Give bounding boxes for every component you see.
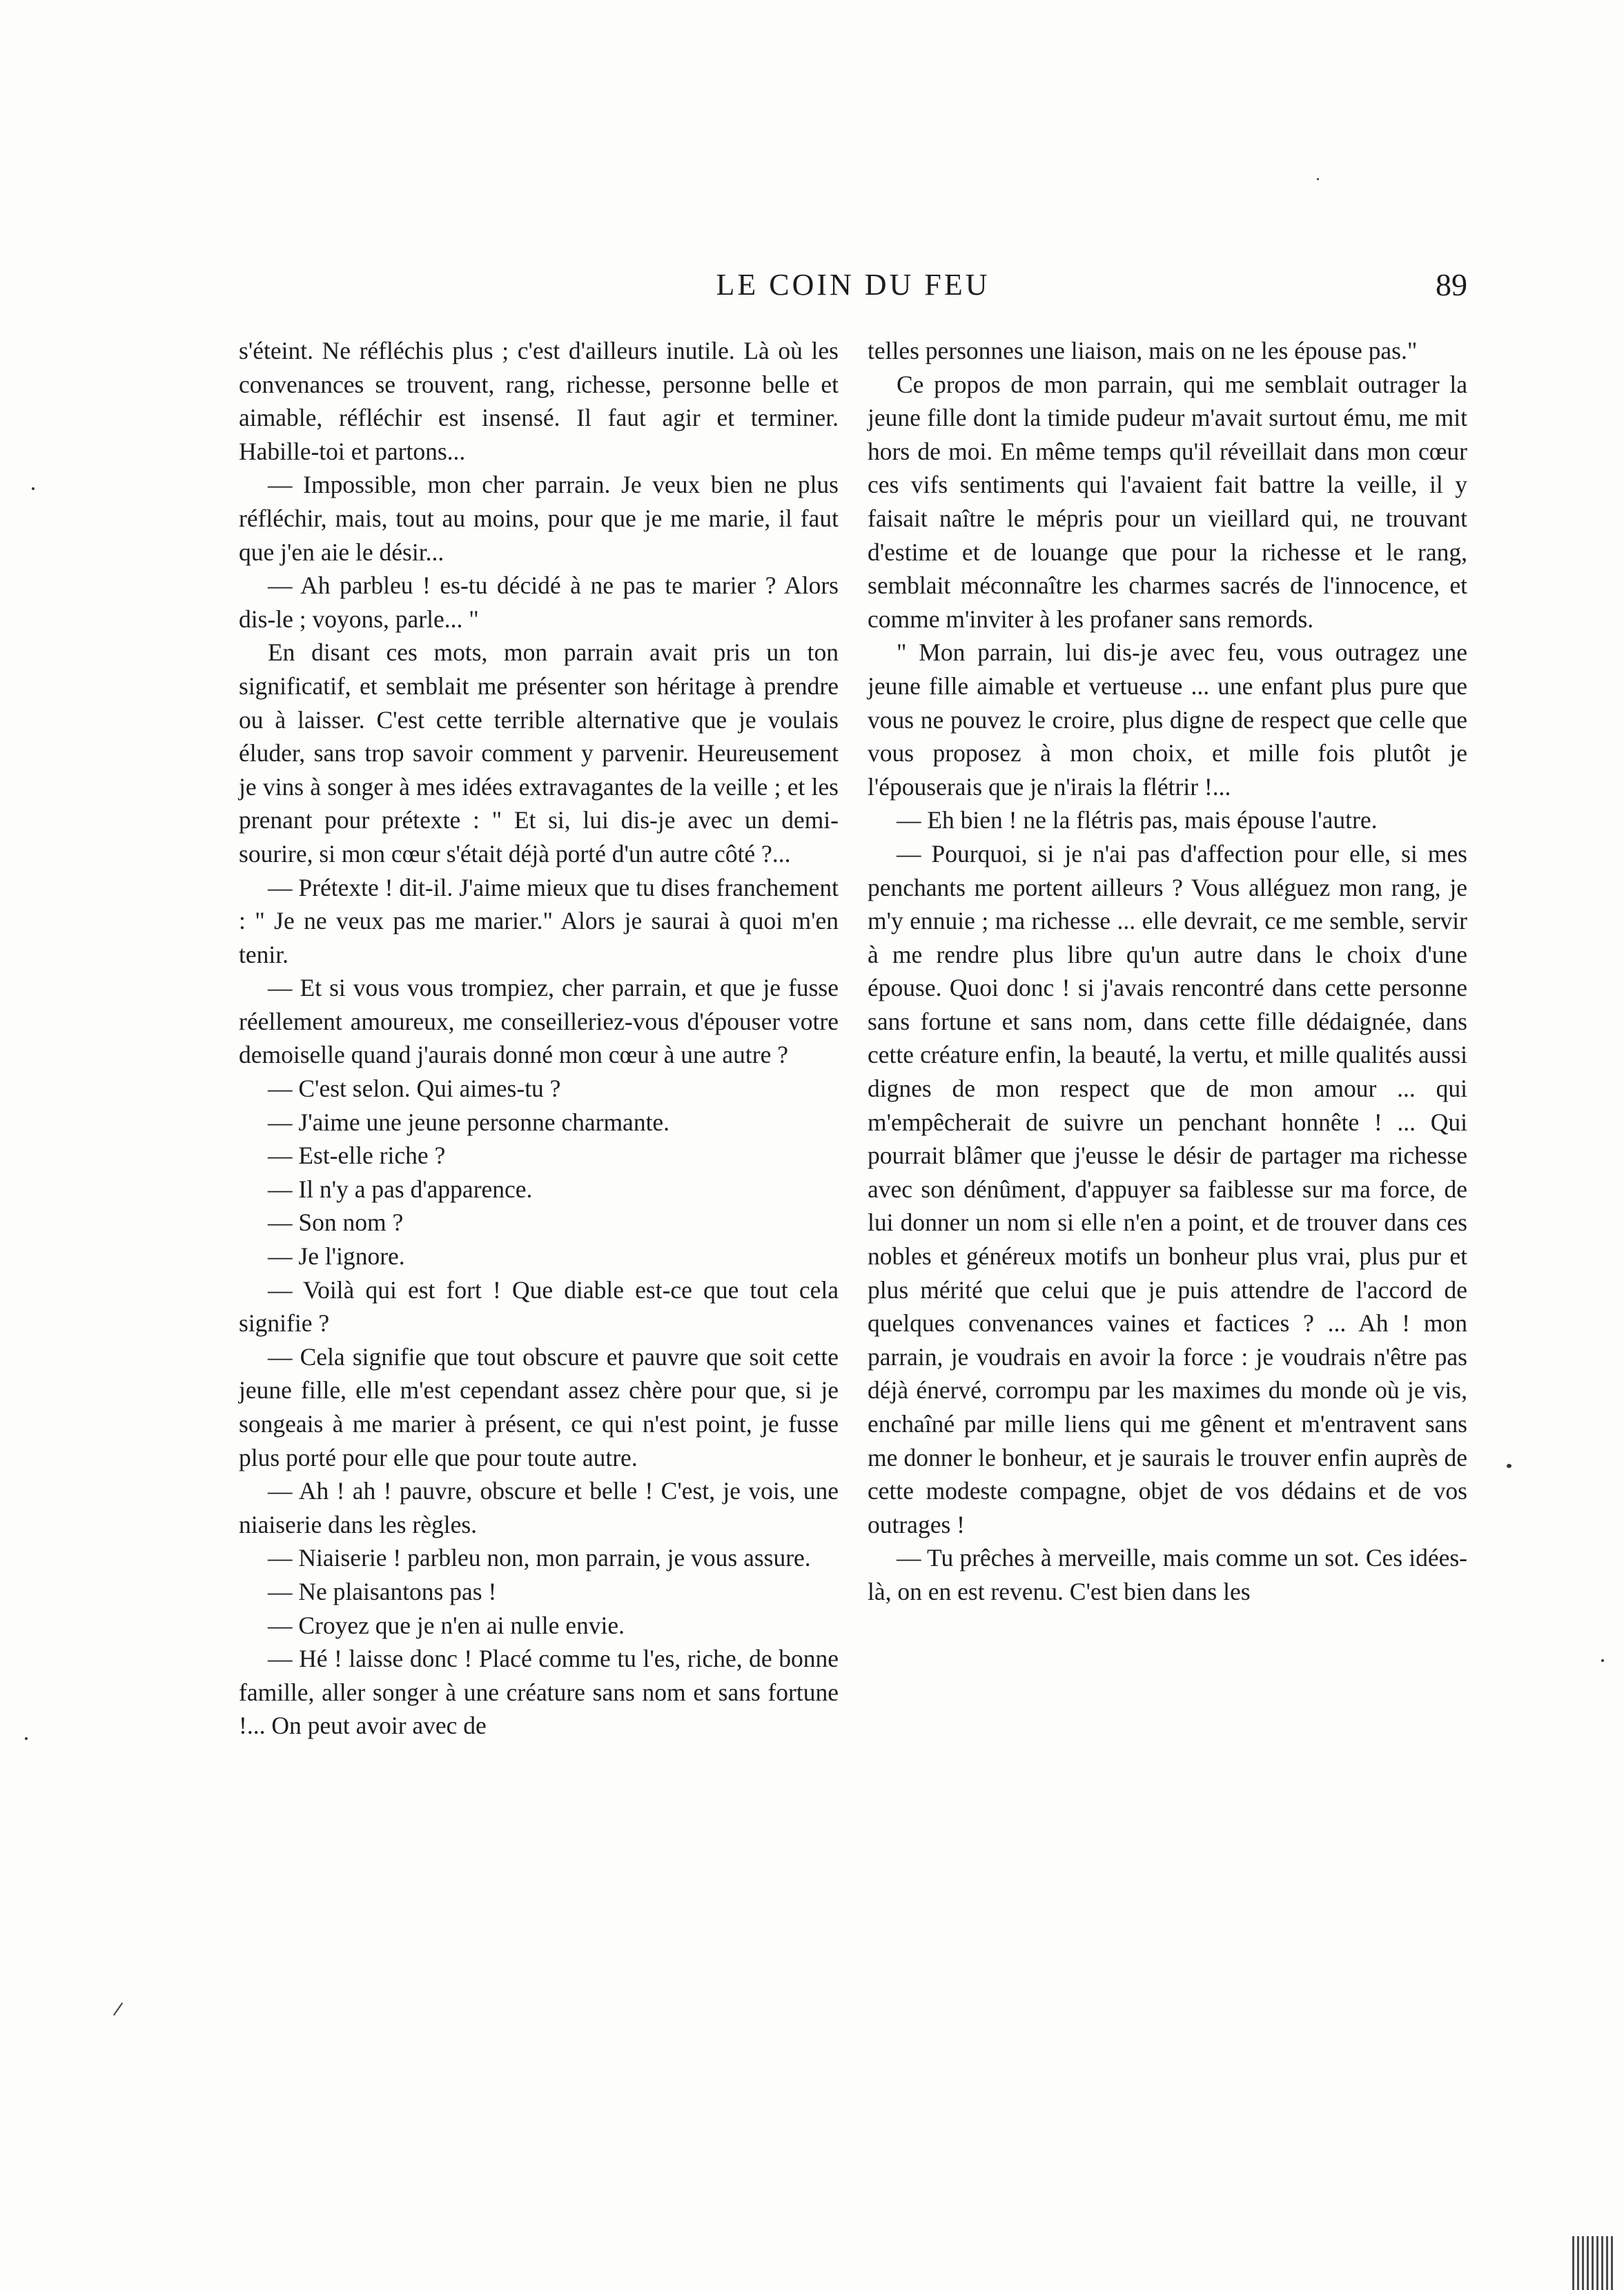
paragraph: — Et si vous vous trompiez, cher parrain, et que je fusse réellement amoureux, me conseilleriez-vous d'épouser votre demoiselle quand j'aurais donné mon cœur à une autre ?	[239, 974, 839, 1069]
left-column	[239, 334, 839, 1743]
paragraph: — Cela signifie que tout obscure et pauvre que soit cette jeune fille, elle m'est cependant assez chère pour que, si je songeais à me marier à présent, ce qui n'est point, je fusse plus porté pour elle que pour toute autre.	[239, 1342, 839, 1471]
paragraph: — Prétexte ! dit-il. J'aime mieux que tu dises franchement : " Je ne veux pas me marier." Alors je saurai à quoi m'en tenir.	[239, 873, 839, 968]
scan-speck	[25, 1737, 28, 1740]
scan-scratch	[113, 2002, 123, 2015]
running-head	[239, 261, 1467, 309]
paragraph: Ce propos de mon parrain, qui me semblait outrager la jeune fille dont la timide pudeur m'avait surtout ému, me mit hors de moi. En même temps qu'il réveillait dans mon cœur ces vifs sentiments qui l'avaient fait battre la veille, il y faisait naître le mépris pour un vieillard qui, ne trouvant d'estime et de louange que pour la richesse et le rang, semblait méconnaître les charmes sacrés de l'innocence, et comme m'inviter à les profaner sans remords.	[868, 370, 1467, 633]
paragraph: En disant ces mots, mon parrain avait pris un ton significatif, et semblait me présenter son héritage à prendre ou à laisser. C'est cette terrible alternative que je voulais éluder, sans trop savoir comment y parvenir. Heureusement je vins à songer à mes idées extravagantes de la veille ; et les prenant pour prétexte : " Et si, lui dis-je avec un demi-sourire, si mon cœur s'était déjà porté d'un autre côté ?...	[239, 638, 839, 868]
paragraph: — Croyez que je n'en ai nulle envie.	[268, 1611, 625, 1639]
paragraph: — Eh bien ! ne la flétris pas, mais épouse l'autre.	[897, 806, 1378, 834]
paragraph: — Ah ! ah ! pauvre, obscure et belle ! C'est, je vois, une niaiserie dans les règles.	[239, 1477, 839, 1538]
page-number: 89	[1436, 267, 1467, 302]
paragraph: — Ah parbleu ! es-tu décidé à ne pas te marier ? Alors dis-le ; voyons, parle... "	[239, 571, 839, 633]
scan-speck	[1601, 1659, 1604, 1662]
paragraph: — Ne plaisantons pas !	[268, 1577, 497, 1605]
paragraph: — Niaiserie ! parbleu non, mon parrain, je vous assure.	[268, 1544, 811, 1572]
paragraph: — Hé ! laisse donc ! Placé comme tu l'es, riche, de bonne famille, aller songer à une créature sans nom et sans fortune !... On peut avoir avec de	[239, 1645, 839, 1740]
paragraph: — Impossible, mon cher parrain. Je veux bien ne plus réfléchir, mais, tout au moins, pour que je me marie, il faut que j'en aie le désir...	[239, 471, 839, 566]
paragraph: telles personnes une liaison, mais on ne les épouse pas."	[868, 337, 1418, 364]
paragraph: s'éteint. Ne réfléchis plus ; c'est d'ailleurs inutile. Là où les convenances se trouvent, rang, richesse, personne belle et aimable, réfléchir est insensé. Il faut agir et terminer. Habille-toi et partons...	[239, 337, 839, 465]
paragraph: — Voilà qui est fort ! Que diable est-ce que tout cela signifie ?	[239, 1275, 839, 1338]
paragraph: — Tu prêches à merveille, mais comme un sot. Ces idées-là, on en est revenu. C'est bien dans les	[868, 1544, 1467, 1605]
scan-speck	[1507, 1464, 1512, 1468]
paragraph: — Il n'y a pas d'apparence.	[268, 1175, 533, 1203]
paragraph: " Mon parrain, lui dis-je avec feu, vous outragez une jeune fille aimable et vertueuse ... une enfant plus pure que vous ne pouvez le croire, plus digne de respect que celle que vous proposez à mon choix, et mille fois plutôt je l'épouserais que je n'irais la flétrir !...	[868, 638, 1467, 801]
right-column	[868, 334, 1467, 1609]
paragraph: — Est-elle riche ?	[268, 1142, 446, 1170]
paragraph: — Son nom ?	[268, 1208, 404, 1237]
running-title: LE COIN DU FEU	[716, 268, 990, 302]
paragraph: — Je l'ignore.	[268, 1242, 405, 1271]
scan-speck	[1317, 178, 1319, 180]
paragraph: — Pourquoi, si je n'ai pas d'affection pour elle, si mes penchants me portent ailleurs ? Vous alléguez mon rang, je m'y ennuie ; ma richesse ... elle devrait, ce me semble, servir à me rendre plus libre qu'un autre dans le choix d'une épouse. Quoi donc ! si j'avais rencontré dans cette personne sans fortune et sans nom, dans cette fille dédaignée, dans cette créature enfin, la beauté, la vertu, et mille qualités aussi dignes de mon respect que de mon amour ... qui m'empêcherait de suivre un penchant honnête ! ... Qui pourrait blâmer que j'eusse le désir de partager ma richesse avec son dénûment, d'appuyer sa faiblesse sur ma force, de lui donner un nom si elle n'en a point, et de trouver dans ces nobles et généreux motifs un bonheur plus vrai, plus pur et plus mérité que celui que je puis attendre de l'accord de quelques convenances vaines et factices ? ... Ah ! mon parrain, je voudrais en avoir la force : je voudrais n'être pas déjà énervé, corrompu par les maximes du monde où je vis, enchaîné par mille liens qui me gênent et m'entravent sans me donner le bonheur, et je saurais le trouver enfin auprès de cette modeste compagne, objet de vos dédains et de vos outrages !	[868, 839, 1467, 1538]
paragraph: — J'aime une jeune personne charmante.	[268, 1108, 670, 1136]
scan-edge-marks	[1572, 2236, 1614, 2290]
scan-speck	[32, 487, 35, 490]
paragraph: — C'est selon. Qui aimes-tu ?	[268, 1075, 561, 1103]
